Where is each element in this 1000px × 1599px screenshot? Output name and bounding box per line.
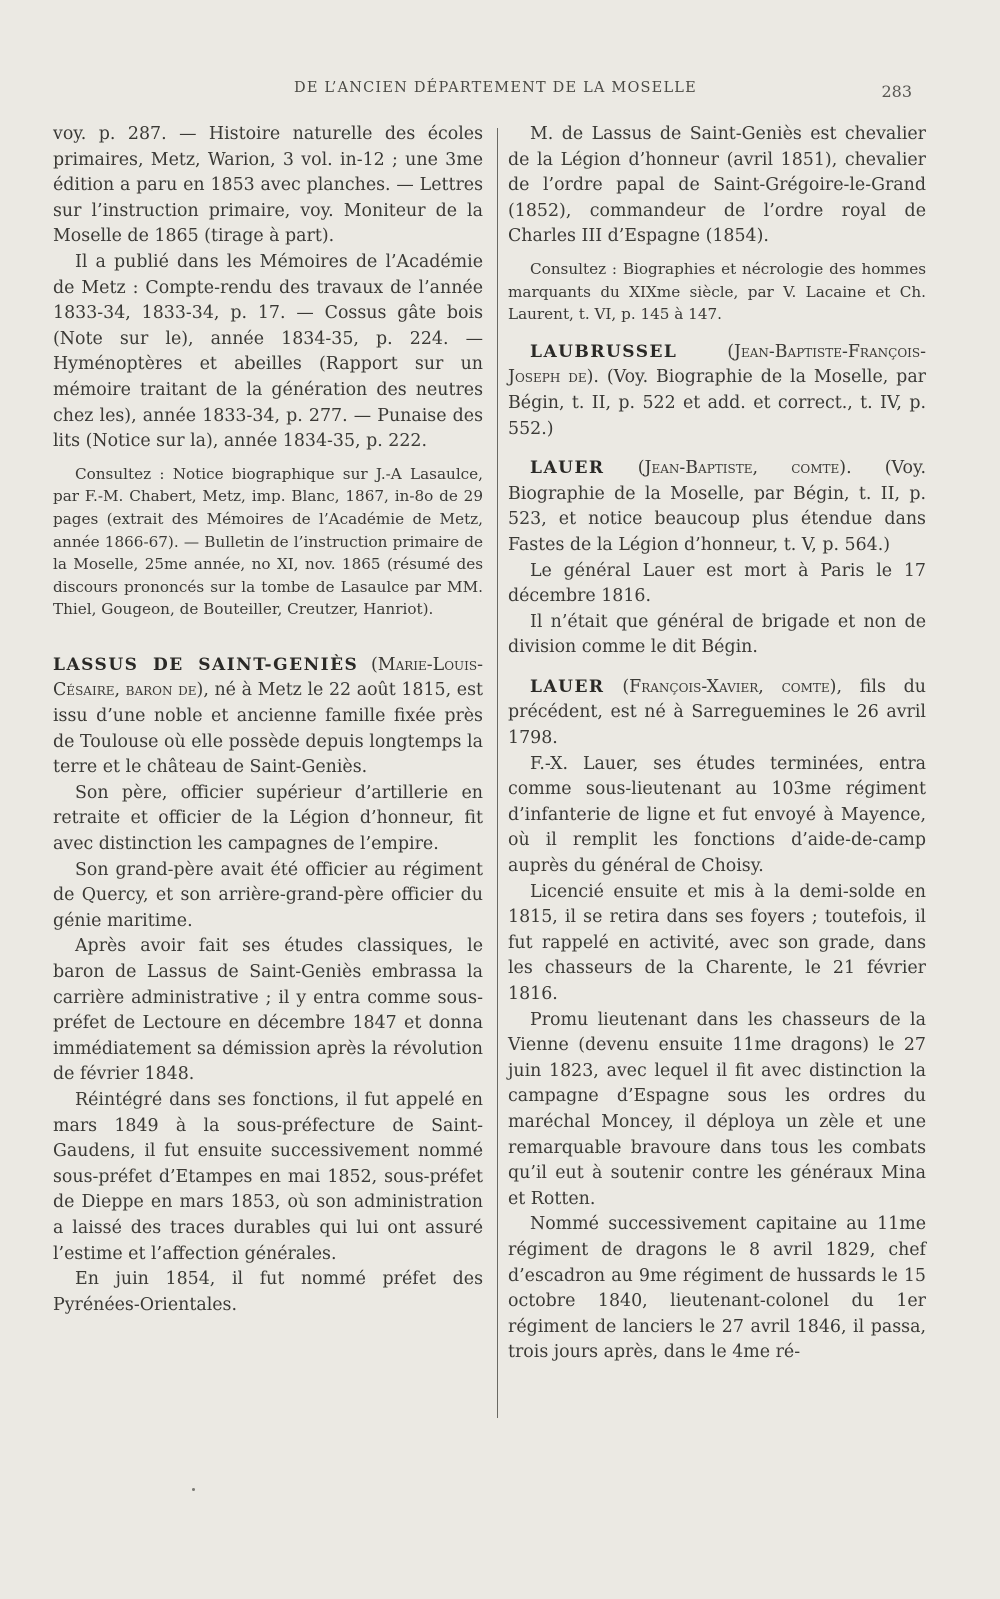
entry-names-lassus: (Marie-Louis-Césaire, baron de) (53, 654, 484, 701)
entry-laubrussel (508, 340, 926, 442)
paragraph-lauer-death: Le général Lauer est mort à Paris le 17 décembre 1816. (508, 560, 926, 607)
paragraph-grandfather: Son grand-père avait été officier au régiment de Quercy, et son arrière-grand-père officier du génie maritime. (53, 859, 483, 931)
paragraph-fx-lieutenant: Promu lieutenant dans les chasseurs de la Vienne (devenu ensuite 11me dragons) le 27 juin 1823, avec lequel il fit avec distinction la campagne d’Espagne sous les ordres du maréchal Moncey, il déploya un zèle et une remarquable bravoure dans tous les combats qu’il eut à soutenir contre les généraux Mina et Rotten. (508, 1009, 926, 1209)
paragraph-memoires-publications: Il a publié dans les Mémoires de l’Académie de Metz : Compte-rendu des travaux de l’année 1833-34, 1833-34, p. 17. — Cossus gâte bois (Note sur le), année 1834-35, p. 224. — Hyménoptères et abeilles (Rapport sur un mémoire traitant de la génération des neutres chez les), année 1833-34, p. 277. — Punaise des lits (Notice sur la), année 1834-35, p. 222. (53, 251, 483, 452)
paragraph-consultez-lassus: Consultez : Biographies et nécrologie des hommes marquants du XIXme siècle, par V. Lacaine et Ch. Laurent, t. VI, p. 145 à 147. (508, 259, 926, 324)
entry-heading-lauer-2: LAUER (530, 676, 605, 697)
paragraph-father: Son père, officier supérieur d’artillerie en retraite et officier de la Légion d’honneur, fit avec distinction les campagnes de l’empire. (53, 782, 483, 855)
entry-lauer-francois-xavier (508, 675, 926, 752)
paragraph-lauer-rank: Il n’était que général de brigade et non de division comme le dit Bégin. (508, 611, 926, 658)
column-rule (497, 128, 498, 1418)
paragraph-reinstated: Réintégré dans ses fonctions, il fut appelé en mars 1849 à la sous-préfecture de Saint-Gaudens, il fut ensuite successivement nommé sous-préfet d’Etampes en mai 1852, sous-préfet de Dieppe en mars 1853, où son administration a laissé des traces durables qui lui ont assuré l’estime et l’affection générales. (53, 1089, 483, 1264)
entry-text-lassus: , né à Metz le 22 août 1815, est issu d’une noble et ancienne famille fixée près de Toulouse où elle possède depuis longtemps la terre et le château de Saint-Geniès. (53, 680, 483, 778)
entry-names-lauer-2: (François-Xavier, comte) (622, 676, 837, 697)
paragraph-career: Après avoir fait ses études classiques, le baron de Lassus de Saint-Geniès embrassa la carrière administrative ; il y entra comme sous-préfet de Lectoure en décembre 1847 et donna immédiatement sa démission après la révolution de février 1848. (53, 936, 483, 1085)
entry-names-laubrussel: (Jean-Baptiste-François-Joseph de) (508, 341, 926, 388)
entry-text-lauer-2: , fils du précédent, est né à Sarreguemines le 26 avril 1798. (508, 676, 926, 749)
left-column (53, 122, 483, 1318)
paragraph-fx-early-career: F.-X. Lauer, ses études terminées, entra comme sous-lieutenant au 103me régiment d’infanterie de ligne et fut envoyé à Mayence, où il remplit les fonctions d’aide-de-camp auprès du général de Choisy. (508, 753, 926, 877)
ink-speck (192, 1488, 195, 1491)
entry-heading-lassus: LASSUS DE SAINT-GENIÈS (53, 654, 359, 675)
entry-text-lauer-1: . (Voy. Biographie de la Moselle, par Bégin, t. II, p. 523, et notice beaucoup plus étendue dans Fastes de la Légion d’honneur, t. V, p. 564.) (508, 458, 926, 555)
page-number: 283 (881, 82, 912, 101)
entry-heading-lauer-1: LAUER (530, 458, 605, 479)
entry-lassus (53, 653, 483, 781)
paragraph-fx-half-pay: Licencié ensuite et mis à la demi-solde en 1815, il se retira dans ses foyers ; toutefois, il fut rappelé en activité, avec son grade, dans les chasseurs de la Charente, le 21 février 1816. (508, 881, 926, 1004)
entry-lauer-jean-baptiste (508, 456, 926, 558)
entry-text-laubrussel: . (Voy. Biographie de la Moselle, par Bégin, t. II, p. 522 et add. et correct., t. IV, p. 552.) (508, 367, 927, 439)
paragraph-consultez-lasaulce: Consultez : Notice biographique sur J.-A Lasaulce, par F.-M. Chabert, Metz, imp. Blanc, 1867, in-8o de 29 pages (extrait des Mémoires de l’Académie de Metz, année 1866-67). — Bulletin de l’instruction primaire de la Moselle, 25me année, no XI, nov. 1865 (résumé des discours prononcés sur la tombe de Lasaulce par MM. Thiel, Gougeon, de Bouteiller, Creutzer, Hanriot). (53, 464, 483, 619)
paragraph-prefect: En juin 1854, il fut nommé préfet des Pyrénées-Orientales. (53, 1269, 483, 1315)
right-column (508, 122, 926, 1366)
paragraph-honours: M. de Lassus de Saint-Geniès est chevalier de la Légion d’honneur (avril 1851), chevalier de l’ordre papal de Saint-Grégoire-le-Grand (1852), commandeur de l’ordre royal de Charles III d’Espagne (1854). (508, 124, 926, 247)
entry-names-lauer-1: (Jean-Baptiste, comte) (637, 458, 847, 479)
entry-heading-laubrussel: LAUBRUSSEL (530, 341, 678, 362)
paragraph-fx-promotions: Nommé successivement capitaine au 11me régiment de dragons le 8 avril 1829, chef d’escadron au 9me régiment de hussards le 15 octobre 1840, lieutenant-colonel du 1er régiment de lanciers le 27 avril 1846, il passa, trois jours après, dans le 4me ré- (508, 1214, 926, 1363)
running-title: DE L’ANCIEN DÉPARTEMENT DE LA MOSELLE (294, 80, 697, 96)
paragraph-bibliography-continued: voy. p. 287. — Histoire naturelle des écoles primaires, Metz, Warion, 3 vol. in-12 ; une 3me édition a paru en 1853 avec planches. — Lettres sur l’instruction primaire, voy. Moniteur de la Moselle de 1865 (tirage à part). (53, 124, 483, 247)
